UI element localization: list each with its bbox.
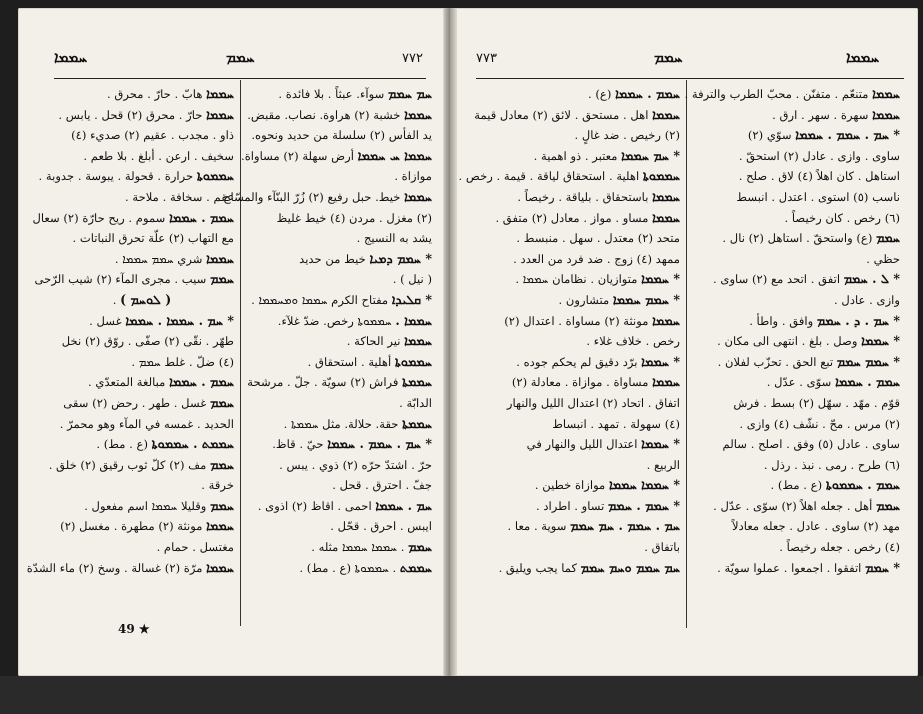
definition-text: وصل . بلغ . انتهى الى مكان . bbox=[717, 334, 862, 349]
definition-text: أرض سهلة (٢) مساواة. bbox=[241, 148, 358, 163]
definition-text: مف (٢) كلّ ثوب رقيق (٢) خلق . bbox=[48, 457, 211, 472]
headword: ܚܡܡܘܬܐ bbox=[642, 168, 680, 184]
dictionary-line bbox=[246, 558, 432, 579]
dictionary-line bbox=[694, 146, 900, 167]
definition-text: (ع . مط) . bbox=[770, 478, 826, 493]
dictionary-line bbox=[472, 249, 680, 270]
right-page bbox=[456, 8, 918, 676]
headword: ܚܡ . ܚܡܡܐ bbox=[375, 497, 432, 513]
headword: ܚܡܡܬ . ܚܡܡܘܬܐ bbox=[151, 436, 234, 452]
left-page-number: ٧٧٢ bbox=[402, 51, 423, 66]
headword: * ܚܡܡܐ bbox=[861, 333, 900, 349]
dictionary-line bbox=[241, 146, 432, 167]
definition-text: موازاة خطين . bbox=[534, 478, 609, 493]
definition-text: (٤) سهولة . تمهد . انبساط bbox=[552, 416, 680, 431]
definition-text: اتفق . اتحد مع (٢) ساوى . bbox=[713, 272, 844, 287]
dictionary-line bbox=[246, 331, 432, 352]
headword: ܚܡܡܐ bbox=[872, 106, 900, 122]
dictionary-line bbox=[694, 352, 900, 373]
headword: * ܚܡܡ . ܚܡܡ bbox=[608, 497, 680, 513]
dictionary-line bbox=[246, 105, 432, 126]
definition-text: حرّ . اشتدّ حرّه (٢) ذوي . يبس . bbox=[279, 457, 432, 472]
definition-text: ( نيل ) . bbox=[392, 272, 432, 287]
dictionary-line bbox=[458, 166, 680, 187]
definition-text: مع التهاب (٢) علّة تحرق النباتات . bbox=[72, 231, 234, 246]
definition-text: (٦) رخص . كان رخيصاً . bbox=[784, 210, 900, 225]
dictionary-line bbox=[694, 249, 900, 270]
definition-text: سموم . ريح حارّة (٢) سعال bbox=[32, 210, 170, 225]
definition-text: باستحقاق . بلياقة . رخيصاً . bbox=[517, 189, 653, 204]
headword: * ܚܡ . ܚܡܡ . ܚܡܡܐ bbox=[795, 127, 900, 143]
dictionary-line bbox=[472, 105, 680, 126]
headword: ( ܠܘܚܡ ) bbox=[120, 291, 172, 307]
definition-text: حارّ . محرق (٢) قحل . يابس . bbox=[58, 107, 207, 122]
right-page-column-right bbox=[684, 84, 900, 578]
dictionary-line bbox=[246, 84, 432, 105]
headword: ܚܡܡܬܐ bbox=[402, 415, 432, 431]
dictionary-line bbox=[246, 372, 432, 393]
headword: ܚܡܡ bbox=[876, 230, 900, 246]
dictionary-line bbox=[50, 228, 234, 249]
dictionary-line bbox=[694, 208, 900, 229]
headword: ܚܡܡܐ bbox=[652, 312, 680, 328]
right-column-divider bbox=[686, 80, 687, 628]
dictionary-line bbox=[694, 496, 900, 517]
definition-text: الحديد . غمسه في المآء وهو محمرّ . bbox=[59, 416, 234, 431]
dictionary-line bbox=[50, 105, 234, 126]
definition-text: احمى . اقاظ (٢) اذوى . bbox=[257, 498, 376, 513]
headword: * ܚܡܡ ܕܡܝܐ bbox=[369, 250, 432, 266]
dictionary-line bbox=[246, 455, 432, 476]
headword: * ܚܡܡ ܚܡܡܐ bbox=[612, 291, 680, 307]
definition-text: مغتسل . حمام . bbox=[156, 540, 234, 555]
dictionary-line bbox=[694, 516, 900, 537]
dictionary-line bbox=[472, 125, 680, 146]
headword: * ܚܡܡ ܚܡܡ bbox=[836, 353, 900, 369]
dictionary-line bbox=[50, 414, 234, 435]
definition-text: وازى . عادل . bbox=[834, 292, 900, 307]
dictionary-line bbox=[246, 249, 432, 270]
dictionary-line bbox=[223, 187, 432, 208]
headword: * ܚܡ ܚܡܡܐ bbox=[621, 147, 680, 163]
left-page-footer: 49 ★ bbox=[118, 622, 150, 636]
dictionary-line bbox=[694, 393, 900, 414]
headword: ܚܡܡ . ܚܡܡܐ bbox=[615, 86, 680, 101]
definition-text: غسل . bbox=[89, 313, 126, 328]
definition-text: اهل . مستحق . لائق (٢) معادل قيمة bbox=[474, 107, 653, 122]
left-page-column-left bbox=[26, 84, 234, 578]
definition-text: . ܚܡܡܘܬܐ (ع . مط) . bbox=[299, 560, 400, 575]
definition-text: (٢) مرس . محّ . نشّف (٤) وازى . bbox=[739, 416, 900, 431]
definition-text: ناسب (٥) استوى . اعتدل . انبسط bbox=[736, 189, 900, 204]
dictionary-line bbox=[472, 558, 680, 579]
definition-text: . ܚܡܡܐ ܚܡܡܐ مثله . bbox=[311, 540, 409, 555]
definition-text: خرقة . bbox=[201, 478, 234, 493]
definition-text: (٢) رخيص . ضد غالٍ . bbox=[574, 128, 680, 143]
right-head-rule bbox=[476, 78, 904, 79]
dictionary-line bbox=[32, 208, 234, 229]
dictionary-line bbox=[472, 516, 680, 537]
dictionary-line bbox=[472, 228, 680, 249]
right-head-outer-word: ܚܡܡܐ bbox=[846, 48, 880, 66]
dictionary-line bbox=[246, 537, 432, 558]
definition-text: حيّ . قاظ. bbox=[272, 437, 328, 452]
definition-text: خيط. حبل رفيع (٢) زُرّ البنّآء والمسّاح bbox=[223, 189, 405, 204]
definition-text: خشبة (٢) هراوة. نصاب. مقبض. bbox=[247, 107, 405, 122]
dictionary-line bbox=[50, 455, 234, 476]
definition-text: ايبس . احرق . قحّل . bbox=[330, 519, 432, 534]
dictionary-line bbox=[472, 269, 680, 290]
dictionary-line bbox=[50, 516, 234, 537]
headword: ܚܡܡܐ bbox=[206, 250, 234, 266]
definition-text: كما يجب ويليق . bbox=[498, 560, 581, 575]
headword: ܚܡܡܐ bbox=[652, 106, 680, 122]
headword: ܚܡܡܐ bbox=[206, 518, 234, 534]
definition-text: غسل . طهر . رحض (٢) سقى bbox=[63, 395, 211, 410]
headword: * ܚܡܡܐ ܚܡܡܐ bbox=[608, 477, 680, 493]
definition-text: متوازيان . نظامان ܚܡܡܐ . bbox=[515, 272, 642, 287]
headword: * ܚܡ . ܕ . ܚܡܡ bbox=[816, 312, 900, 328]
dictionary-line bbox=[694, 372, 900, 393]
definition-text: باتفاق . bbox=[644, 540, 680, 555]
dictionary-line bbox=[694, 475, 900, 496]
definition-text: مساو . مواز . معادل (٢) متفق . bbox=[495, 210, 653, 225]
headword: ܚܡܡܐ bbox=[206, 86, 234, 101]
definition-text: تساو . اطراد . bbox=[535, 498, 609, 513]
definition-text: متنعّم . متفنّن . محبّ الطرب والترفة . bbox=[684, 87, 873, 101]
definition-text: مهد (٢) ساوى . عادل . جعله معادلاً bbox=[732, 519, 900, 534]
definition-text: مرّة (٢) غسالة . وسخ (٢) ماء الشدّة bbox=[26, 560, 207, 575]
headword: ܚܡܡ bbox=[210, 271, 234, 287]
definition-text: خيط من حديد bbox=[299, 251, 370, 266]
dictionary-line bbox=[50, 249, 234, 270]
dictionary-line bbox=[472, 290, 680, 311]
definition-text: طهّر . نقّى (٢) صفّى . روّق (٢) نخل bbox=[61, 334, 234, 349]
headword: ܚܡܡܘܬܐ bbox=[196, 168, 234, 184]
definition-text: (ع) . bbox=[588, 87, 616, 101]
definition-text: متشارون . bbox=[558, 292, 613, 307]
dictionary-line bbox=[472, 311, 680, 332]
dictionary-line bbox=[472, 372, 680, 393]
headword: ܚܡܡܐ bbox=[872, 86, 900, 101]
dictionary-line bbox=[246, 290, 432, 311]
dictionary-line bbox=[50, 393, 234, 414]
definition-text: مفتاح الكرم ܚܡܡܐ ܘܡܚܡܡܐ . bbox=[251, 292, 392, 307]
dictionary-line bbox=[472, 434, 680, 455]
headword: ܚܡܡܐ bbox=[206, 106, 234, 122]
dictionary-line bbox=[694, 166, 900, 187]
definition-text: حرارة . قحولة . يبوسة . جدوبة . bbox=[38, 169, 197, 184]
definition-text: ساوى . وازى . عادل (٢) استحقّ . bbox=[738, 148, 900, 163]
headword: ܚܡܡܐ bbox=[652, 209, 680, 225]
definition-text: وافق . واطأ . bbox=[749, 313, 817, 328]
dictionary-line bbox=[50, 434, 234, 455]
definition-text: أهلية . استحقاق . bbox=[307, 354, 395, 369]
headword: ܚܡܡ bbox=[408, 539, 432, 555]
left-head-outer-word: ܚܡܡܐ bbox=[54, 48, 88, 66]
dictionary-line bbox=[472, 146, 680, 167]
definition-text: قوّم . مهّد . سهّل (٢) بسط . فرش bbox=[733, 395, 900, 410]
dictionary-line bbox=[246, 311, 432, 332]
definition-text: اتفاق . اتحاد (٢) اعتدال الليل والنهار bbox=[506, 395, 680, 410]
dictionary-line bbox=[26, 558, 234, 579]
definition-text: أهل . جعله اهلاً (٢) سوّى . عدّل . bbox=[713, 498, 877, 513]
headword: ܚܡܡܐ . bbox=[395, 312, 432, 328]
dictionary-line bbox=[472, 537, 680, 558]
headword: ܚܡ ܚܡܡ bbox=[388, 86, 432, 101]
definition-text: سهرة . سهر . ارق . bbox=[772, 107, 873, 122]
dictionary-line bbox=[472, 414, 680, 435]
definition-text: اهلية . استحقاق لياقة . قيمة . رخص . bbox=[458, 169, 643, 184]
definition-text: سوية . معا . bbox=[507, 519, 571, 534]
dictionary-line bbox=[694, 125, 900, 146]
definition-text: وقليلا ܚܡܡܐ اسم مفعول . bbox=[84, 498, 211, 513]
dictionary-line bbox=[246, 414, 432, 435]
definition-text: سيب . مجرى المآء (٢) شيب الرّحى bbox=[34, 272, 211, 287]
dictionary-line bbox=[694, 414, 900, 435]
dictionary-line bbox=[246, 516, 432, 537]
dictionary-line bbox=[694, 537, 900, 558]
dictionary-line bbox=[246, 208, 432, 229]
dictionary-line bbox=[472, 455, 680, 476]
dictionary-line bbox=[472, 393, 680, 414]
definition-text: الربيع . bbox=[646, 457, 680, 472]
headword: * ܚܡܡܐ bbox=[641, 271, 680, 287]
definition-text: ساوى . عادل (٥) وفق . اصلح . سالم bbox=[722, 437, 900, 452]
headword: ܚܡܡ bbox=[210, 497, 234, 513]
definition-text: (٦) طرح . رمى . نبذ . رذل . bbox=[763, 457, 900, 472]
definition-text: مساواة . موازاة . معادلة (٢) bbox=[511, 375, 653, 390]
headword: ܚܡܡܬ bbox=[399, 559, 432, 575]
definition-text: (ع . مط) . bbox=[96, 437, 152, 452]
headword: ܚܡܡ . ܚܡܡܐ bbox=[169, 209, 234, 225]
dictionary-line bbox=[38, 166, 234, 187]
dictionary-line bbox=[50, 537, 234, 558]
headword: * ܚܡܡܐ bbox=[641, 353, 680, 369]
definition-text: (٢) مغزل . مردن (٤) خيط غليظ bbox=[276, 210, 432, 225]
headword: * ܠ . ܚܡܡ bbox=[843, 271, 900, 287]
dictionary-line bbox=[472, 331, 680, 352]
definition-text: يشد به النسيج . bbox=[356, 231, 432, 246]
right-page-column-left bbox=[458, 84, 680, 578]
definition-text: . bbox=[112, 292, 121, 307]
definition-text: حظي . bbox=[866, 251, 900, 266]
left-page bbox=[18, 8, 444, 676]
left-page-column-right bbox=[223, 84, 432, 578]
dictionary-line bbox=[246, 352, 432, 373]
dictionary-line bbox=[694, 228, 900, 249]
headword: ܚܡܡ . ܚܡܡܘܬܐ bbox=[825, 477, 900, 493]
dictionary-line bbox=[472, 352, 680, 373]
definition-text: جفّ . احترق . قحل . bbox=[332, 478, 432, 493]
dictionary-line bbox=[472, 208, 680, 229]
left-head-rule bbox=[54, 78, 426, 79]
dictionary-line bbox=[694, 455, 900, 476]
dictionary-line bbox=[246, 269, 432, 290]
dictionary-line bbox=[50, 372, 234, 393]
definition-text: متحد (٢) معتدل . سهل . منبسط . bbox=[516, 231, 680, 246]
dictionary-line bbox=[246, 475, 432, 496]
dictionary-line bbox=[472, 187, 680, 208]
headword: ܚܡܡܬܐ bbox=[402, 374, 432, 390]
definition-text: حقة. حلالة. مثل ܚܡܡܬܐ . bbox=[283, 416, 403, 431]
headword: ܚܡ ܚܡܡ ܘܚܡ ܚܡܡ bbox=[580, 559, 680, 575]
definition-text: ܚܡܡܘܬܐ رخص. ضدّ غلآء. bbox=[277, 313, 396, 328]
dictionary-line bbox=[472, 475, 680, 496]
dictionary-line bbox=[694, 105, 900, 126]
left-running-head bbox=[18, 48, 444, 74]
definition-text: نير الحاكة . bbox=[346, 334, 405, 349]
definition-text: رخص . خلاف غلاء . bbox=[586, 334, 680, 349]
definition-text: شري ܚܡܡ ܚܡܡܐ . bbox=[114, 251, 207, 266]
dictionary-line bbox=[684, 84, 900, 105]
headword: ܚܡܡܐ bbox=[652, 188, 680, 204]
dictionary-line bbox=[694, 311, 900, 332]
headword: * ܩܠܝܕܐ bbox=[391, 291, 432, 307]
definition-text: سوّي (٢) bbox=[747, 128, 796, 143]
dictionary-line bbox=[50, 352, 234, 373]
headword: * ܚܡ . ܚܡܡܐ . ܚܡܡܐ bbox=[125, 312, 234, 328]
definition-text: سوّى . عدّل . bbox=[766, 375, 836, 390]
headword: ܚܡܡ . ܚܡܡܐ bbox=[835, 374, 900, 390]
dictionary-line bbox=[472, 84, 680, 105]
dictionary-line bbox=[246, 125, 432, 146]
definition-text: ممهد (٤) زوج . ضد فرد من العدد . bbox=[513, 251, 680, 266]
headword: ܚܡܡܐ bbox=[206, 559, 234, 575]
dictionary-line bbox=[694, 187, 900, 208]
definition-text: ذاو . مجدب . عقيم (٢) صديء (٤) bbox=[71, 128, 234, 143]
dictionary-line bbox=[246, 393, 432, 414]
dictionary-line bbox=[246, 434, 432, 455]
dictionary-line bbox=[50, 475, 234, 496]
definition-text: (٤) ضلّ . غلط ܚܡܡ . bbox=[131, 354, 234, 369]
dictionary-line bbox=[472, 496, 680, 517]
headword: ܚܡܡ bbox=[210, 394, 234, 410]
headword: * ܚܡ . ܚܡܡ . ܚܡܡܐ bbox=[327, 436, 432, 452]
headword: * ܚܡܡ bbox=[865, 559, 900, 575]
headword: ܚܡܡܐ bbox=[404, 188, 432, 204]
headword: ܚܡܡܘܬܐ bbox=[394, 353, 432, 369]
dictionary-line bbox=[246, 228, 432, 249]
definition-text: موازاة . bbox=[394, 169, 432, 184]
right-running-head bbox=[456, 48, 918, 74]
definition-text: استاهل . كان اهلاً (٤) لاق . صلح . bbox=[738, 169, 900, 184]
definition-text: عقم . سخافة . ملاحة . bbox=[125, 189, 234, 204]
definition-text: فراش (٢) سويّة . جلّ . مرشحة bbox=[247, 375, 403, 390]
definition-text: اتفقوا . اجمعوا . عملوا سويّة . bbox=[717, 560, 866, 575]
dictionary-line bbox=[694, 558, 900, 579]
definition-text: سوآء. عبثاً . بلا فائدة . bbox=[278, 87, 389, 101]
right-head-center-word: ܚܡܡ bbox=[654, 48, 683, 66]
definition-text: معتبر . ذو اهمية . bbox=[533, 148, 622, 163]
headword: ܚܡܡ . ܚܡܡܐ bbox=[169, 374, 234, 390]
headword: ܚܡܡܐ ܚ ܚܡܡܐ bbox=[357, 147, 432, 163]
dictionary-line bbox=[694, 290, 900, 311]
dictionary-line bbox=[50, 496, 234, 517]
dictionary-line bbox=[246, 496, 432, 517]
dictionary-line bbox=[50, 84, 234, 105]
dictionary-line bbox=[50, 290, 234, 311]
definition-text: مونثة (٢) مساواة . اعتدال (٢) bbox=[504, 313, 653, 328]
headword: ܚܡܡ bbox=[210, 456, 234, 472]
dictionary-line bbox=[694, 269, 900, 290]
headword: ܚܡ . ܚܡܡ . ܚܡ ܚܡܡ bbox=[570, 518, 680, 534]
dictionary-line bbox=[50, 311, 234, 332]
definition-text: تبع الحق . تحزّب لفلان . bbox=[717, 354, 837, 369]
dictionary-line bbox=[50, 146, 234, 167]
dictionary-line bbox=[50, 331, 234, 352]
dictionary-line bbox=[246, 166, 432, 187]
definition-text: اعتدال الليل والنهار في bbox=[526, 437, 642, 452]
dictionary-line bbox=[50, 187, 234, 208]
definition-text: مونثة (٢) مطهرة . مغسل (٢) bbox=[60, 519, 207, 534]
dictionary-line bbox=[694, 331, 900, 352]
definition-text: الدابّة . bbox=[399, 395, 432, 410]
definition-text: مبالغة المتعدّي . bbox=[88, 375, 170, 390]
dictionary-line bbox=[34, 269, 234, 290]
scan-bottom-band bbox=[0, 676, 923, 714]
headword: ܚܡܡܐ bbox=[404, 106, 432, 122]
definition-text: (ع) واستحقّ . استاهل (٢) نال . bbox=[722, 231, 877, 246]
definition-text: سخيف . ارعن . أبلغ . بلا طعم . bbox=[83, 148, 234, 163]
dictionary-line bbox=[694, 434, 900, 455]
headword: ܚܡܡ bbox=[876, 497, 900, 513]
right-page-number: ٧٧٣ bbox=[476, 51, 497, 66]
definition-text: برّد دقيق لم يحكم جوده . bbox=[516, 354, 642, 369]
book-gutter bbox=[444, 8, 456, 676]
definition-text: يد الفأس (٢) سلسلة من حديد ونحوه. bbox=[251, 128, 432, 143]
headword: ܚܡܡܐ bbox=[652, 374, 680, 390]
left-head-center-word: ܚܡܡ bbox=[226, 48, 255, 66]
headword: ܚܡܡܐ bbox=[404, 333, 432, 349]
definition-text: (٤) رخص . جعله رخيصاً . bbox=[779, 540, 900, 555]
definition-text: هابّ . حارّ . محرق . bbox=[107, 87, 207, 101]
dictionary-line bbox=[50, 125, 234, 146]
headword: * ܚܡܡܐ bbox=[641, 436, 680, 452]
